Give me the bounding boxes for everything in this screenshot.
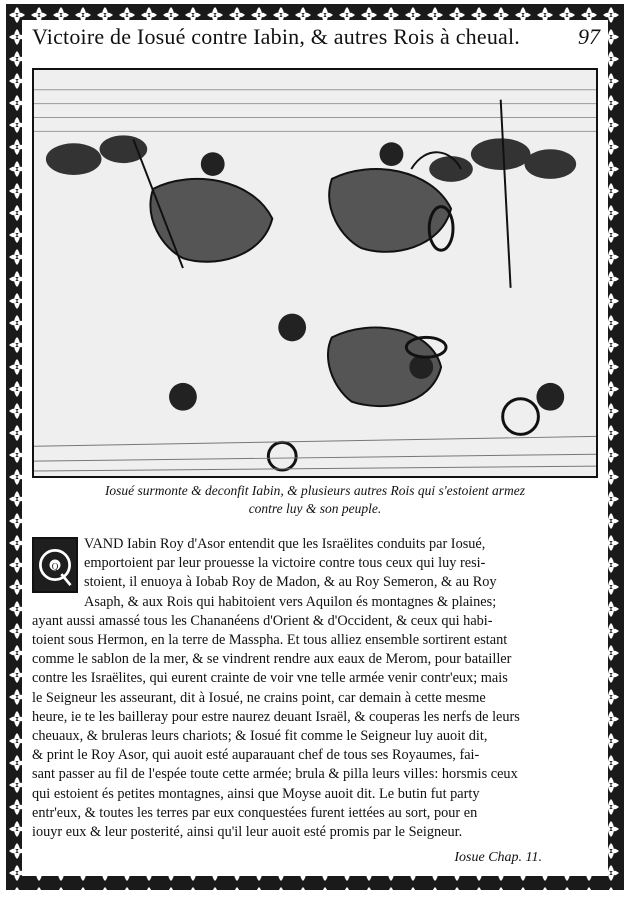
body-line: Asaph, & aux Rois qui habitoient vers Aquilon és montagnes & plaines;	[84, 593, 497, 610]
page-content	[22, 20, 608, 876]
body-line: toient sous Hermon, en la terre de Masspha. Et tous alliez ensemble sortirent estant	[32, 632, 508, 649]
initial-q-icon	[34, 539, 76, 591]
body-text	[32, 535, 598, 842]
caption-line-1: Iosué surmonte & deconfit Iabin, & plusieurs autres Rois qui s'estoient armez	[104, 483, 526, 498]
body-line: stoient, il enuoya à Iobab Roy de Madon, & au Roy Semeron, & au Roy	[84, 574, 497, 591]
body-line: qui estoient és petites montagnes, ainsi que Moyse auoit dit. Le butin fut party	[32, 785, 480, 802]
body-line: & print le Roy Asor, qui auoit esté auparauant chef de tous ses Royaumes, fai-	[32, 747, 480, 764]
body-line: sant passer au fil de l'espée toute cette armée; brula & pilla leurs villes: horsmis ceux	[32, 766, 518, 783]
image-caption	[42, 482, 588, 518]
initial-letter: Q	[51, 561, 59, 572]
caption-line-2: contre luy & son peuple.	[248, 501, 382, 516]
body-line: iouyr eux & leur posterité, ainsi qu'il leur auoit esté promis par le Seigneur.	[32, 824, 463, 841]
page-header	[22, 24, 608, 64]
page-title: Victoire de Iosué contre Iabin, & autres Rois à cheual.	[32, 24, 521, 49]
page-number: 97	[578, 24, 600, 49]
battle-woodcut-image	[32, 68, 598, 478]
body-line: comme le sablon de la mer, & se vindrent rendre aux eaux de Merom, pour batailler	[32, 651, 512, 668]
body-line: VAND Iabin Roy d'Asor entendit que les Israëlites conduits par Iosué,	[84, 536, 486, 552]
body-line: entr'eux, & toutes les terres par eux conquestées furent iettées au sort, pour en	[32, 804, 478, 821]
decorated-initial	[32, 537, 78, 593]
chapter-reference: Iosue Chap. 11.	[454, 850, 542, 865]
woodcut-drawing	[34, 70, 596, 476]
body-line: emportoient par leur prouesse la victoire contre tous ceux qui luy resi-	[84, 555, 486, 572]
body-line: le Seigneur les asseurant, dit à Iosué, ne crains point, car demain à cette mesme	[32, 689, 486, 706]
body-line: contre les Israëlites, qui eurent crainte de voir vne telle armée venir contr'eux; mais	[32, 670, 508, 687]
body-line: ayant aussi amassé tous les Chananéens d'Orient & d'Occident, & ceux qui habi-	[32, 612, 493, 629]
body-line: cheuaux, & bruleras leurs chariots; & Iosué fit comme le Seigneur luy auoit dit,	[32, 728, 488, 745]
body-line: heure, ie te les bailleray pour estre naurez deuant Israël, & couperas les nerfs de leurs	[32, 708, 520, 725]
